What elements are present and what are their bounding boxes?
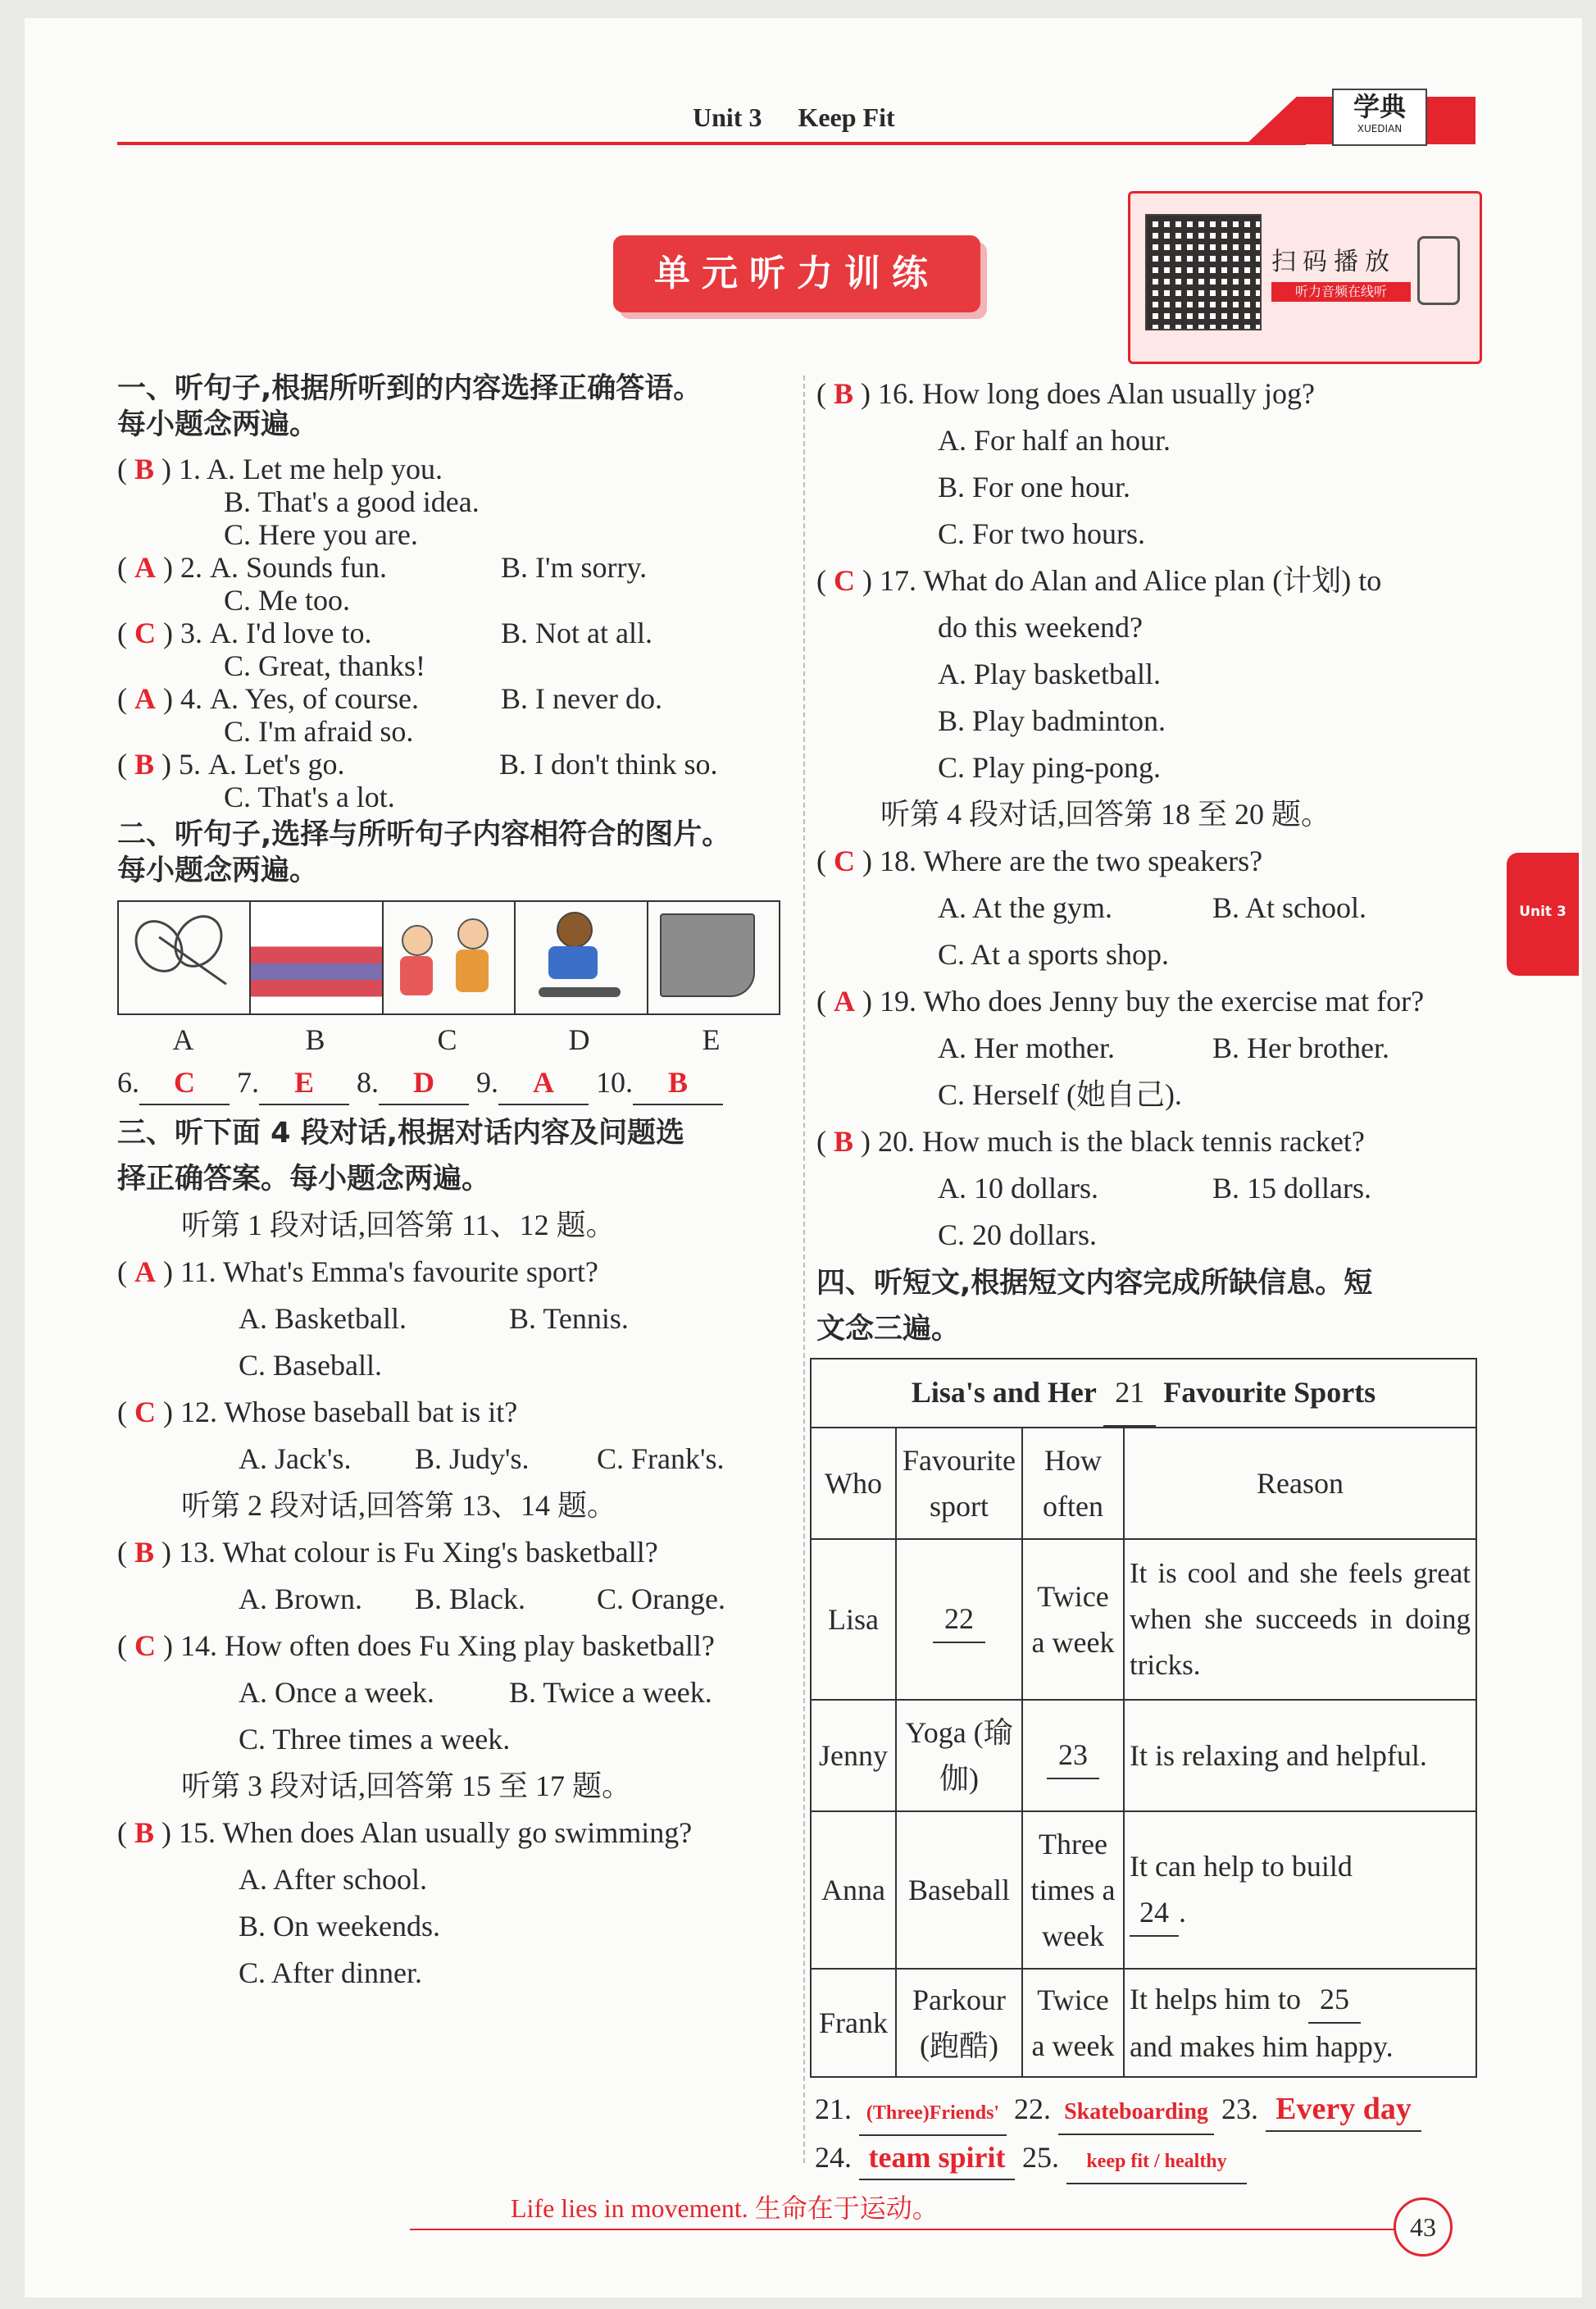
part4-heading: 四、听短文,根据短文内容完成所缺信息。短 文念三遍。	[816, 1267, 1373, 1346]
qr-label: 扫码播放	[1271, 248, 1396, 276]
exercise-mat-icon	[648, 902, 779, 1013]
question-16: ( B ) 16. How long does Alan usually jog? A. For half an hour. B. For one hour. C. For two hours.	[816, 377, 1315, 550]
question-14: ( C ) 14. How often does Fu Xing play basketball? A. Once a week. B. Twice a week. C. Three times a week.	[117, 1629, 715, 1756]
qr-sub: 听力音频在线听	[1271, 282, 1411, 302]
xuedian-logo: 学典 XUEDIAN	[1332, 89, 1427, 146]
question-13: ( B ) 13. What colour is Fu Xing's basketball? A. Brown. B. Black. C. Orange.	[117, 1536, 725, 1615]
column-divider	[803, 376, 805, 2163]
skateboarding-boy-icon	[516, 902, 648, 1013]
part3-left: 听第 1 段对话,回答第 11、12 题。 ( A ) 11. What's Emma's favourite sport? A. Basketball. B. Tennis. C. Baseball. ( C ) 12. Whose baseball bat is it? A. Jack's. B. Judy's. C. Frank's. 听第 2 段对话,回答第 13、14 题。 ( B ) 13. What colour is Fu Xing's basketball? A. Brown. B. Black. C. Orange. ( C ) 14. How often does Fu Xing play basketball? A. Once a week. B. Twice a week. C. Three times a week. 听第 3 段对话,回答第 15 至 17 题。 ( B ) 15. When does Alan usually go swimming? A. After school. B. On weekends. C. After dinner.	[117, 1202, 789, 1997]
picture-labels: A B C D E	[172, 1023, 721, 1056]
hand-phone-icon	[1417, 236, 1460, 305]
part4-answers: 21. (Three)Friends' 22. Skateboarding 23. Every day 24. team spirit 25. keep fit / healthy	[815, 2088, 1421, 2184]
part1-questions	[117, 453, 789, 813]
part1-heading: 一、听句子,根据所听到的内容选择正确答语。 每小题念两遍。	[117, 372, 703, 441]
question-18: ( C ) 18. Where are the two speakers? A. At the gym. B. At school. C. At a sports shop.	[816, 845, 1367, 971]
table-title-row: Lisa's and Her 21 Favourite Sports	[811, 1359, 1476, 1428]
question-1: ( B ) 1. A. Let me help you. B. That's a good idea. C. Here you are.	[117, 453, 480, 551]
unit-title: Keep Fit	[798, 102, 895, 132]
picture-strip	[117, 900, 780, 1015]
right-column: ( B ) 16. How long does Alan usually jog? A. For half an hour. B. For one hour. C. For two hours. ( C ) 17. What do Alan and Alice plan (计划) to do this weekend? A. Play basketball. B. Play badminton. C. Play ping-pong. 听第 4 段对话,回答第 18 至 20 题。 ( C ) 18. Where are the two speakers? A. At the gym. B. At school. C. At a sports shop. ( A ) 19. Who does Jenny buy the exercise mat for? A. Her mother. B. Her brother. C. Herself (她自己). ( B ) 20. How much is the black tennis racket? A. 10 dollars. B. 15 dollars. C. 20 dollars. 四、听短文,根据短文内容完成所缺信息。短 文念三遍。	[816, 371, 1489, 1352]
question-11: ( A ) 11. What's Emma's favourite sport? A. Basketball. B. Tennis. C. Baseball.	[117, 1255, 629, 1382]
question-15: ( B ) 15. When does Alan usually go swimming? A. After school. B. On weekends. C. After dinner.	[117, 1816, 693, 1989]
qr-card[interactable]	[1128, 191, 1482, 364]
question-2: ( A ) 2. A. Sounds fun. B. I'm sorry. C. Me too.	[117, 551, 648, 617]
table-row: Jenny Yoga (瑜伽) 23 It is relaxing and helpful.	[811, 1700, 1476, 1811]
question-5: ( B ) 5. A. Let's go. B. I don't think so. C. That's a lot.	[117, 748, 718, 813]
question-20: ( B ) 20. How much is the black tennis racket? A. 10 dollars. B. 15 dollars. C. 20 dollars.	[816, 1125, 1371, 1251]
table-row: Frank Parkour (跑酷) Twice a week It helps him to 25 and makes him happy.	[811, 1969, 1476, 2077]
unit-side-tab[interactable]: Unit 3	[1507, 853, 1579, 976]
badminton-racket-icon	[119, 902, 251, 1013]
unit-label: Unit 3	[693, 102, 762, 132]
page-number: 43	[1394, 2197, 1453, 2257]
question-4: ( A ) 4. A. Yes, of course. B. I never do. C. I'm afraid so.	[117, 682, 662, 748]
table-row: Lisa 22 Twice a week It is cool and she feels great when she succeeds in doing tricks.	[811, 1539, 1476, 1700]
question-12: ( C ) 12. Whose baseball bat is it? A. Jack's. B. Judy's. C. Frank's.	[117, 1396, 725, 1475]
question-3: ( C ) 3. A. I'd love to. B. Not at all. C. Great, thanks!	[117, 617, 652, 682]
header-rule	[117, 142, 1306, 145]
footer-motto: Life lies in movement. 生命在于运动。	[511, 2193, 939, 2223]
question-17: ( C ) 17. What do Alan and Alice plan (计划) to do this weekend? A. Play basketball. B. Play badminton. C. Play ping-pong.	[816, 564, 1382, 784]
table-header-row: Who Favourite sport How often Reason	[811, 1428, 1476, 1539]
header-title	[693, 102, 895, 133]
qr-code-icon[interactable]	[1145, 214, 1262, 330]
section-banner: 单元听力训练	[613, 235, 980, 312]
skipping-kids-icon	[384, 902, 516, 1013]
swimming-icon	[251, 902, 383, 1013]
left-column	[117, 371, 789, 1997]
part3-heading: 三、听下面 4 段对话,根据对话内容及问题选 择正确答案。每小题念两遍。	[117, 1117, 685, 1195]
part2-answers: 6. C 7. E 8. D 9. A 10. B	[117, 1061, 789, 1105]
sports-table	[810, 1358, 1477, 2078]
footer-rule	[410, 2229, 1398, 2230]
part2-heading: 二、听句子,选择与所听句子内容相符合的图片。 每小题念两遍。	[117, 818, 731, 887]
table-row: Anna Baseball Three times a week It can help to build 24 .	[811, 1811, 1476, 1969]
question-19: ( A ) 19. Who does Jenny buy the exercise mat for? A. Her mother. B. Her brother. C. Herself (她自己).	[816, 985, 1425, 1111]
